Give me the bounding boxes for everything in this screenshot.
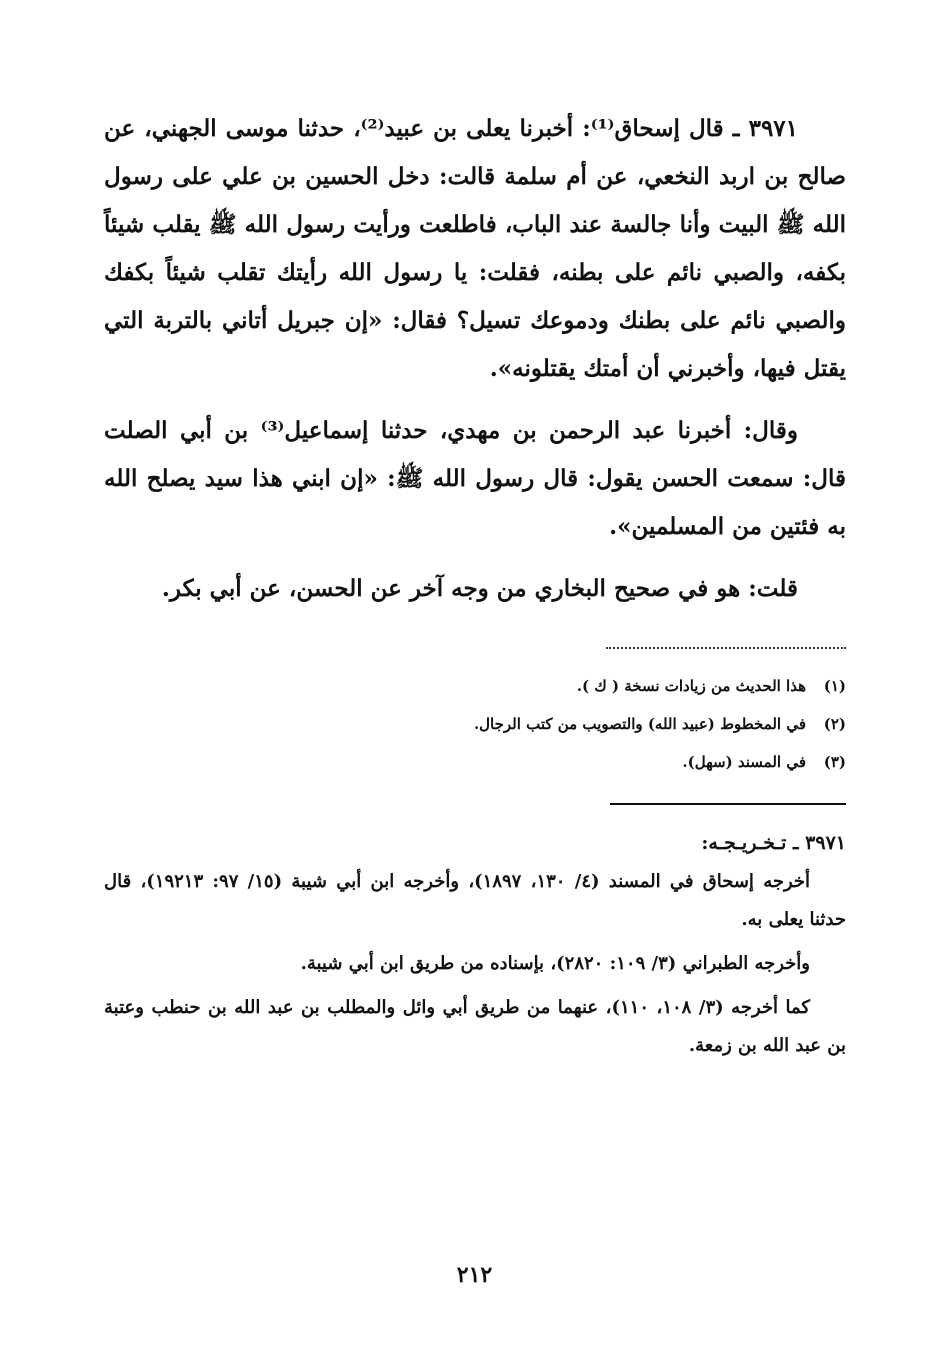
hadith-section xyxy=(104,105,846,613)
footnote-text: في المخطوط (عبيد الله) والتصويب من كتب الرجال. xyxy=(473,715,806,733)
footnote-mark: (١) xyxy=(823,677,846,695)
footnote-2 xyxy=(104,705,846,743)
takhrij-paragraph-3: كما أخرجه (٣/ ١٠٨، ١١٠)، عنهما من طريق أبي وائل والمطلب بن عبد الله بن حنطب وعتبة بن عبد الله بن زمعة. xyxy=(104,997,846,1056)
hadith-paragraph-2: وقال: أخبرنا عبد الرحمن بن مهدي، حدثنا إسماعيل⁽³⁾ بن أبي الصلت قال: سمعت الحسن يقول: قال رسول الله ﷺ: «إن ابني هذا سيد يصلح الله به فئتين من المسلمين». xyxy=(104,417,846,540)
hadith-paragraph-1 xyxy=(104,105,846,393)
hadith-number: ٣٩٧١ ـ xyxy=(732,115,799,142)
takhrij-section xyxy=(104,823,846,1065)
footnote-1 xyxy=(104,667,846,705)
solid-divider xyxy=(610,803,846,805)
dotted-divider xyxy=(606,647,846,649)
footnote-text: هذا الحديث من زيادات نسخة ( ك ). xyxy=(576,677,806,695)
takhrij-paragraph-1: أخرجه إسحاق في المسند (٤/ ١٣٠، ١٨٩٧)، وأخرجه ابن أبي شيبة (١٥/ ٩٧: ١٩٢١٣)، قال حدثنا يعلى به. xyxy=(104,871,846,930)
hadith-paragraph-3: قلت: هو في صحيح البخاري من وجه آخر عن الحسن، عن أبي بكر. xyxy=(161,575,798,602)
takhrij-separator xyxy=(104,803,846,805)
takhrij-paragraph-2: وأخرجه الطبراني (٣/ ١٠٩: ٢٨٢٠)، بإسناده من طريق ابن أبي شيبة. xyxy=(300,953,810,974)
book-page xyxy=(104,105,846,1065)
hadith-text-1: قال إسحاق⁽¹⁾: أخبرنا يعلى بن عبيد⁽²⁾، حدثنا موسى الجهني، عن صالح بن اربد النخعي، عن أم سلمة قالت: دخل الحسين بن علي على رسول الله ﷺ البيت وأنا جالسة عند الباب، فاطلعت ورأيت رسول الله ﷺ يقلب شيئاً بكفه، والصبي نائم على بطنه، فقلت: يا رسول الله رأيتك تقلب شيئاً بكفك والصبي نائم على بطنك ودموعك تسيل؟ فقال: «إن جبريل أتاني بالتربة التي يقتل فيها، وأخبرني أن أمتك يقتلونه». xyxy=(104,115,846,382)
footnote-3 xyxy=(104,743,846,781)
footnote-mark: (٢) xyxy=(823,715,846,733)
footnote-separator xyxy=(104,647,846,649)
footnote-text: في المسند (سهل). xyxy=(682,753,806,771)
takhrij-heading: ٣٩٧١ ـ تـخـريـجـه: xyxy=(701,832,846,854)
footnotes xyxy=(104,667,846,781)
footnote-mark: (٣) xyxy=(823,753,846,771)
page-number: ٢١٢ xyxy=(456,1262,493,1288)
